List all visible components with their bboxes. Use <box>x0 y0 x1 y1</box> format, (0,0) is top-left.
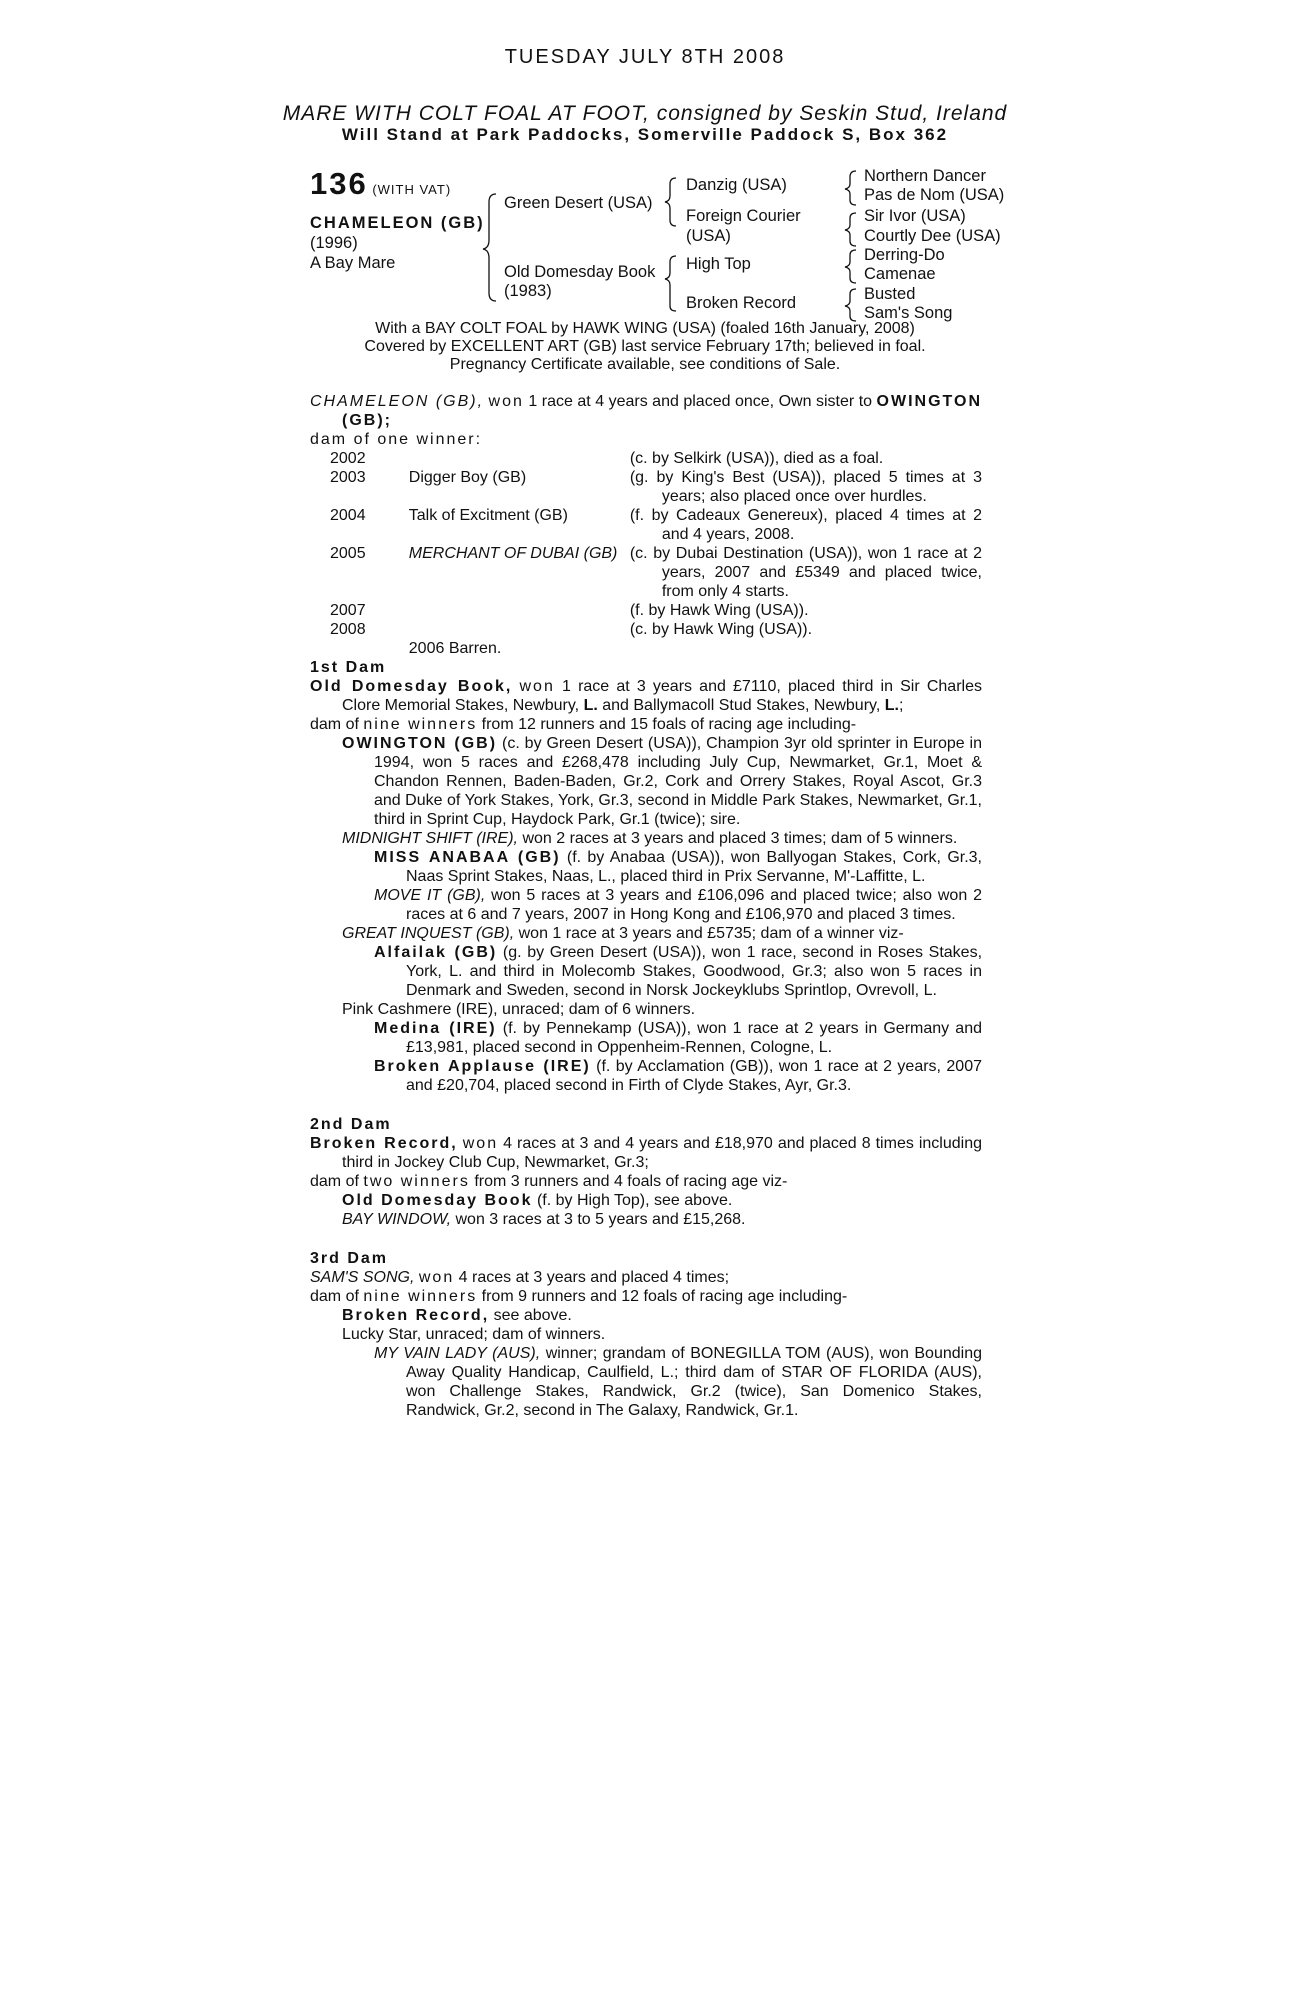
bay-window-entry: BAY WINDOW, won 3 races at 3 to 5 years and £15,268. <box>342 1211 746 1228</box>
produce-row: 2005 MERCHANT OF DUBAI (GB) (c. by Dubai Destination (USA)), won 1 race at 2 years, 2007 and £5349 and placed twice, from only 4 starts. <box>330 545 982 600</box>
pedigree-dss: Derring-Do <box>864 246 945 264</box>
first-dam-record: Old Domesday Book, won 1 race at 3 years and £7110, placed third in Sir Charles Clore Memorial Stakes, Newbury, L. and Ballymacoll Stud Stakes, Newbury, L.; <box>310 678 982 714</box>
first-dam-dam-of: dam of nine winners from 12 runners and 15 foals of racing age including- <box>310 716 857 733</box>
alfailak-entry: Alfailak (GB) (g. by Green Desert (USA)), won 1 race, second in Roses Stakes, York, L. and third in Molecomb Stakes, Goodwood, Gr.3; also won 5 races in Denmark and Sweden, second in Norsk Jockeyklubs Sprintlop, Ovrevoll, L. <box>374 944 983 999</box>
pedigree-ss: Danzig (USA) <box>686 176 787 194</box>
my-vain-lady-entry: MY VAIN LADY (AUS), winner; grandam of BONEGILLA TOM (AUS), won Bounding Away Quality Handicap, Caulfield, L.; third dam of STAR OF FLORIDA (AUS), won Challenge Stakes, Randwick, Gr.2 (twice), San Domenico Stakes, Randwick, Gr.2, second in The Galaxy, Randwick, Gr.1. <box>374 1345 983 1419</box>
covered-note: Covered by EXCELLENT ART (GB) last service February 17th; believed in foal. <box>364 338 926 355</box>
produce-row: 2007 (f. by Hawk Wing (USA)). <box>330 602 809 619</box>
pedigree-sdd: Courtly Dee (USA) <box>864 227 1001 245</box>
pedigree-dds: Busted <box>864 285 916 303</box>
broken-applause-entry: Broken Applause (IRE) (f. by Acclamation (GB)), won 1 race at 2 years, 2007 and £20,704, placed second in Firth of Clyde Stakes, Ayr, Gr.3. <box>374 1058 983 1094</box>
lucky-star-entry: Lucky Star, unraced; dam of winners. <box>342 1326 606 1343</box>
pedigree-dd: Broken Record <box>686 294 797 312</box>
pedigree-sire: Green Desert (USA) <box>504 194 653 212</box>
move-it-entry: MOVE IT (GB), won 5 races at 3 years and £106,096 and placed twice; also won 2 races at 6 and 7 years, 2007 in Hong Kong and £106,970 and placed 3 times. <box>374 887 982 923</box>
mare-record: CHAMELEON (GB), won 1 race at 4 years and placed once, Own sister to OWINGTON (GB); <box>310 393 983 429</box>
produce-row: 2003 Digger Boy (GB) (g. by King's Best (USA)), placed 5 times at 3 years; also placed once over hurdles. <box>330 469 982 505</box>
old-domesday-book-entry: Old Domesday Book (f. by High Top), see above. <box>342 1192 733 1209</box>
pedigree-ddd: Sam's Song <box>864 304 953 322</box>
horse-name: CHAMELEON (GB) <box>310 214 485 232</box>
stand-location: Will Stand at Park Paddocks, Somerville Paddock S, Box 362 <box>341 125 949 144</box>
pink-cashmere-entry: Pink Cashmere (IRE), unraced; dam of 6 winners. <box>342 1001 696 1018</box>
miss-anabaa-entry: MISS ANABAA (GB) (f. by Anabaa (USA)), won Ballyogan Stakes, Cork, Gr.3, Naas Sprint Stakes, Naas, L., placed third in Prix Servanne, M'-Laffitte, L. <box>374 849 982 885</box>
produce-row: 2008 (c. by Hawk Wing (USA)). <box>330 621 813 638</box>
second-dam-dam-of: dam of two winners from 3 runners and 4 foals of racing age viz- <box>310 1173 788 1190</box>
pedigree-sd-line1: Foreign Courier <box>686 207 801 225</box>
midnight-shift-entry: MIDNIGHT SHIFT (IRE), won 2 races at 3 years and placed 3 times; dam of 5 winners. <box>342 830 958 847</box>
pedigree-sds: Sir Ivor (USA) <box>864 207 966 225</box>
sire-brace <box>665 178 676 226</box>
horse-year: (1996) <box>310 234 358 252</box>
second-dam-heading: 2nd Dam <box>310 1116 392 1133</box>
vat-label: (WITH VAT) <box>372 182 452 197</box>
pedigree-dam-line1: Old Domesday Book <box>504 263 656 281</box>
medina-entry: Medina (IRE) (f. by Pennekamp (USA)), won 1 race at 2 years in Germany and £13,981, placed second in Oppenheim-Rennen, Cologne, L. <box>374 1020 983 1056</box>
pedigree-dam-line2: (1983) <box>504 282 552 300</box>
foal-note: With a BAY COLT FOAL by HAWK WING (USA) (foaled 16th January, 2008) <box>375 320 915 337</box>
broken-record-entry: Broken Record, see above. <box>342 1307 572 1324</box>
third-dam-dam-of: dam of nine winners from 9 runners and 12 foals of racing age including- <box>310 1288 848 1305</box>
lot-title: MARE WITH COLT FOAL AT FOOT, consigned by Seskin Stud, Ireland <box>282 102 1008 125</box>
pedigree-ds: High Top <box>686 255 751 273</box>
owington-entry: OWINGTON (GB) (c. by Green Desert (USA)), Champion 3yr old sprinter in Europe in 1994, won 5 races and £268,478 including July Cup, Newmarket, Gr.1, Moet & Chandon Rennen, Baden-Baden, Gr.2, Cork and Orrery Stakes, Royal Ascot, Gr.3 and Duke of York Stakes, York, Gr.3, second in Middle Park Stakes, Newmarket, Gr.1, third in Sprint Cup, Haydock Park, Gr.1 (twice); sire. <box>342 735 983 828</box>
pedigree-sd-line2: (USA) <box>686 227 731 245</box>
dam-brace <box>665 256 676 311</box>
sd-brace <box>845 213 856 246</box>
mare-dam-of: dam of one winner: <box>310 431 483 448</box>
first-dam-heading: 1st Dam <box>310 659 387 676</box>
horse-description: A Bay Mare <box>310 254 396 272</box>
barren-row: 2006 Barren. <box>408 640 502 657</box>
ss-brace <box>845 171 856 205</box>
dd-brace <box>845 289 856 321</box>
ds-brace <box>845 250 856 283</box>
pedigree-ssd: Pas de Nom (USA) <box>864 186 1005 204</box>
catalogue-body <box>310 392 982 1420</box>
pedigree-sss: Northern Dancer <box>864 167 986 185</box>
great-inquest-entry: GREAT INQUEST (GB), won 1 race at 3 years and £5735; dam of a winner viz- <box>342 925 904 942</box>
third-dam-record: SAM'S SONG, won 4 races at 3 years and placed 4 times; <box>310 1269 730 1286</box>
produce-row: 2002 (c. by Selkirk (USA)), died as a foal. <box>330 450 884 467</box>
sire-dam-brace <box>483 194 496 301</box>
sale-date-header: TUESDAY JULY 8TH 2008 <box>504 46 786 68</box>
third-dam-heading: 3rd Dam <box>310 1250 389 1267</box>
produce-table <box>310 449 982 658</box>
pedigree-dsd: Camenae <box>864 265 936 283</box>
produce-row: 2004 Talk of Excitment (GB) (f. by Cadeaux Genereux), placed 4 times at 2 and 4 years, 2008. <box>330 507 982 543</box>
second-dam-record: Broken Record, won 4 races at 3 and 4 years and £18,970 and placed 8 times including third in Jockey Club Cup, Newmarket, Gr.3; <box>310 1135 983 1171</box>
lot-number: 136 <box>310 166 368 201</box>
pregnancy-note: Pregnancy Certificate available, see conditions of Sale. <box>449 356 841 373</box>
